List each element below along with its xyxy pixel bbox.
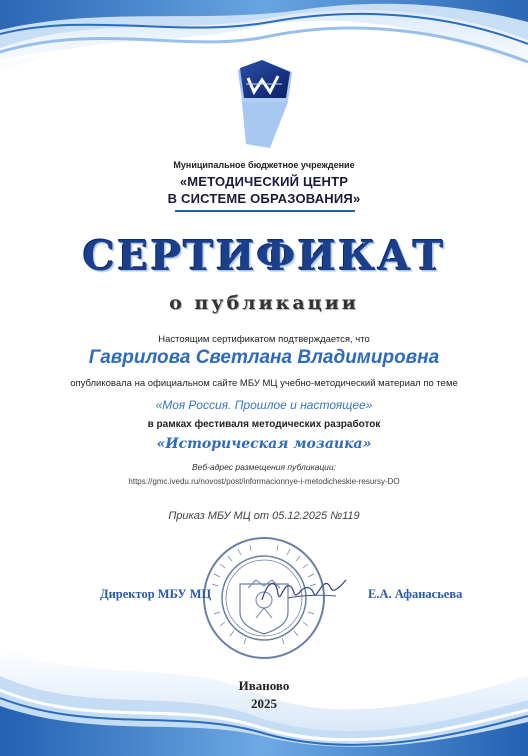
order-reference: Приказ МБУ МЦ от 05.12.2025 №119 <box>168 510 360 522</box>
city: Иваново <box>238 678 290 693</box>
organization-type: Муниципальное бюджетное учреждение <box>173 160 355 170</box>
organization-name-line1: «МЕТОДИЧЕСКИЙ ЦЕНТР <box>179 174 349 189</box>
signer-name: Е.А. Афанасьева <box>368 587 463 601</box>
festival-intro: в рамках фестиваля методических разработок <box>147 419 381 430</box>
director-position: Директор МБУ МЦ <box>100 587 212 601</box>
certificate-title: СЕРТИФИКАТ <box>82 232 446 280</box>
publication-url[interactable]: https://gmc.ivedu.ru/novost/post/informacionnye-i-metodicheskie-resursy-DO <box>128 477 400 486</box>
director-signature <box>258 570 348 610</box>
methodical-center-logo <box>232 58 296 150</box>
organization-name-line2: В СИСТЕМЕ ОБРАЗОВАНИЯ» <box>167 191 361 206</box>
recipient-name: Гаврилова Светлана Владимировна <box>88 347 440 368</box>
festival-name: «Историческая мозаика» <box>156 436 372 452</box>
material-title: «Моя Россия. Прошлое и настоящее» <box>155 398 373 412</box>
confirm-text: Настоящим сертификатом подтверждается, что <box>158 334 370 345</box>
web-address-label: Веб-адрес размещения публикации: <box>192 462 336 472</box>
published-text: опубликовала на официальном сайте МБУ МЦ учебно-методический материал по теме <box>70 378 458 389</box>
organization-underline <box>175 210 355 212</box>
certificate-subtitle: о публикации <box>169 292 359 314</box>
year: 2025 <box>251 696 277 711</box>
